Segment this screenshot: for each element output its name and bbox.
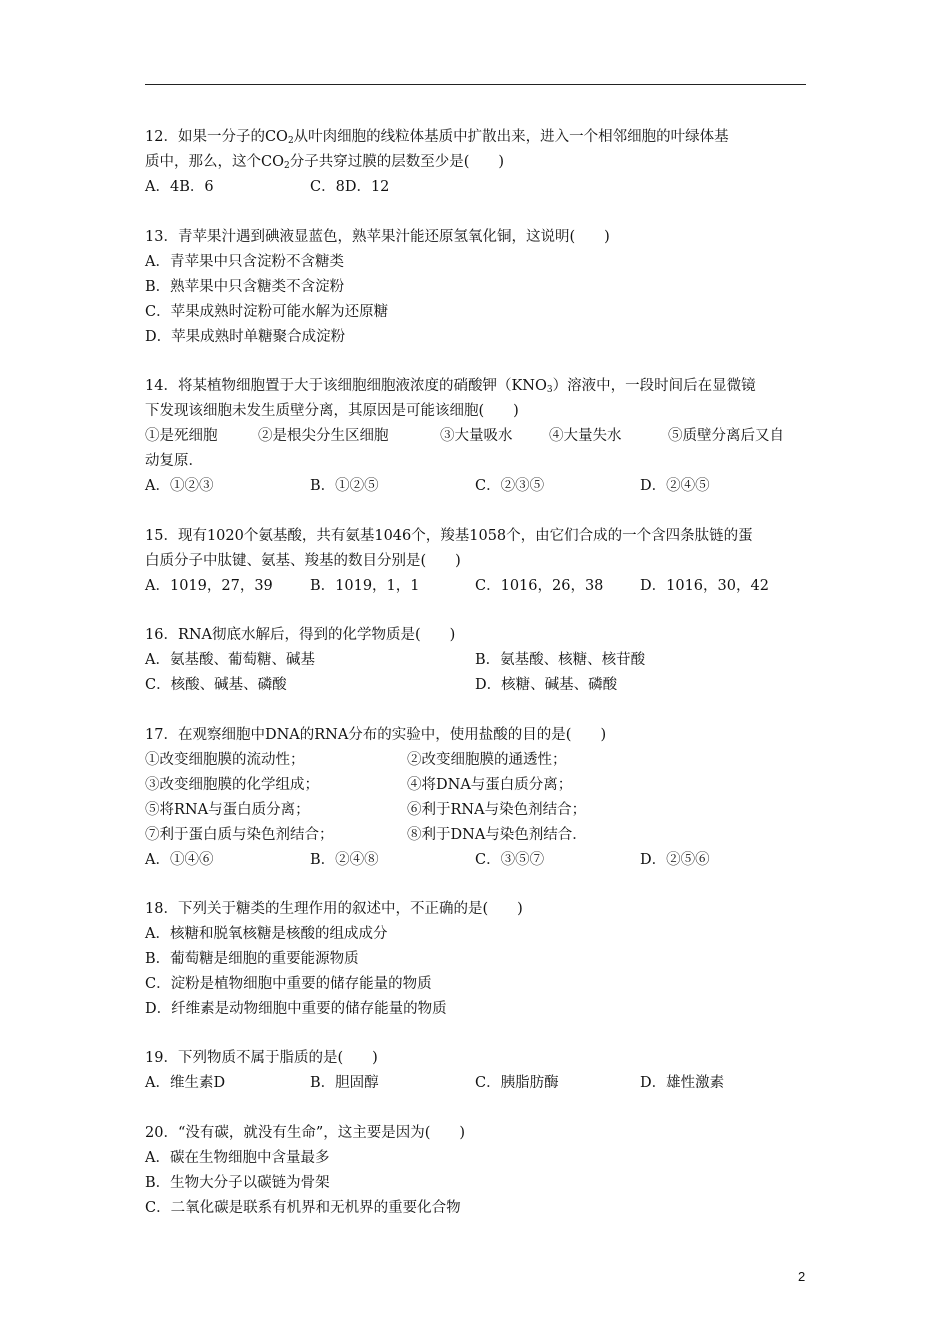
q19-option-d: D．雄性激素 bbox=[640, 1075, 725, 1091]
q14-stem-line1: 14．将某植物细胞置于大于该细胞细胞液浓度的硝酸钾$(KNO_3)$溶液中，一段时间后在显微镜 bbox=[145, 378, 756, 395]
q16-option-a: A．氨基酸、葡萄糖、碱基 bbox=[145, 652, 315, 668]
q18-option-c: C．淀粉是植物细胞中重要的储存能量的物质 bbox=[145, 976, 432, 992]
page-number: 2 bbox=[798, 1269, 806, 1284]
q18-option-b: B．葡萄糖是细胞的重要能源物质 bbox=[145, 951, 359, 967]
q18-option-d: D．纤维素是动物细胞中重要的储存能量的物质 bbox=[145, 1001, 447, 1017]
q14-statement-5-cont: 动复原． bbox=[145, 453, 203, 469]
q17-statement-6: ⑥利于RNA与染色剂结合； bbox=[407, 802, 587, 818]
q19-option-c: C．胰脂肪酶 bbox=[475, 1075, 559, 1091]
q17-option-b: B．②④⑧ bbox=[310, 852, 379, 868]
q17-statement-4: ④将DNA与蛋白质分离； bbox=[407, 777, 573, 793]
q12-option-ab: A．4B．6 bbox=[145, 179, 214, 195]
q14-option-d: D．②④⑤ bbox=[640, 478, 710, 494]
q15-option-a: A．1019，27，39 bbox=[145, 578, 273, 594]
q14-statement-1: ①是死细胞 bbox=[145, 428, 218, 444]
q20-option-b: B．生物大分子以碳链为骨架 bbox=[145, 1175, 330, 1191]
q16-stem: 16．RNA彻底水解后，得到的化学物质是( ) bbox=[145, 627, 456, 643]
q15-stem-line1: 15．现有1020个氨基酸，共有氨基1046个，羧基1058个，由它们合成的一个含四条肽链的蛋 bbox=[145, 528, 753, 544]
q14-statement-3: ③大量吸水 bbox=[440, 428, 513, 444]
q14-option-a: A．①②③ bbox=[145, 478, 214, 494]
q17-statement-3: ③改变细胞膜的化学组成； bbox=[145, 777, 319, 793]
q15-option-b: B．1019，1，1 bbox=[310, 578, 420, 594]
q14-option-b: B．①②⑤ bbox=[310, 478, 379, 494]
q15-stem-line2: 白质分子中肽键、氨基、羧基的数目分别是( ) bbox=[145, 553, 461, 569]
q15-option-d: D．1016，30，42 bbox=[640, 578, 769, 594]
q17-statement-8: ⑧利于DNA与染色剂结合． bbox=[407, 827, 587, 843]
q13-option-b: B．熟苹果中只含糖类不含淀粉 bbox=[145, 279, 345, 295]
q17-stem: 17．在观察细胞中DNA的RNA分布的实验中，使用盐酸的目的是( ) bbox=[145, 727, 607, 743]
q14-statement-2: ②是根尖分生区细胞 bbox=[258, 428, 389, 444]
q17-statement-7: ⑦利于蛋白质与染色剂结合； bbox=[145, 827, 334, 843]
q14-statement-5: ⑤质壁分离后又自 bbox=[668, 428, 784, 444]
q16-option-b: B．氨基酸、核糖、核苷酸 bbox=[475, 652, 646, 668]
q12-stem-line1: 12．如果一分子的$CO_2$从叶肉细胞的线粒体基质中扩散出来，进入一个相邻细胞的叶绿体基 bbox=[145, 129, 729, 146]
q19-stem: 19．下列物质不属于脂质的是( ) bbox=[145, 1050, 378, 1066]
q17-statement-2: ②改变细胞膜的通透性； bbox=[407, 752, 567, 768]
q17-statement-1: ①改变细胞膜的流动性； bbox=[145, 752, 305, 768]
q16-option-c: C．核酸、碱基、磷酸 bbox=[145, 677, 287, 693]
q14-option-c: C．②③⑤ bbox=[475, 478, 545, 494]
q13-stem: 13．青苹果汁遇到碘液显蓝色，熟苹果汁能还原氢氧化铜，这说明( ) bbox=[145, 229, 610, 245]
q17-statement-5: ⑤将RNA与蛋白质分离； bbox=[145, 802, 310, 818]
q14-stem-line2: 下发现该细胞未发生质壁分离，其原因是可能该细胞( ) bbox=[145, 403, 519, 419]
header-rule bbox=[145, 84, 806, 85]
q19-option-a: A．维生素D bbox=[145, 1075, 226, 1091]
q16-option-d: D．核糖、碱基、磷酸 bbox=[475, 677, 618, 693]
q12-option-cd: C．8D．12 bbox=[310, 179, 390, 195]
q14-statement-4: ④大量失水 bbox=[549, 428, 622, 444]
q13-option-c: C．苹果成熟时淀粉可能水解为还原糖 bbox=[145, 304, 389, 320]
q17-option-a: A．①④⑥ bbox=[145, 852, 214, 868]
q19-option-b: B．胆固醇 bbox=[310, 1075, 379, 1091]
q20-stem: 20．“没有碳，就没有生命”，这主要是因为( ) bbox=[145, 1125, 466, 1141]
q18-option-a: A．核糖和脱氧核糖是核酸的组成成分 bbox=[145, 926, 388, 942]
q15-option-c: C．1016，26，38 bbox=[475, 578, 604, 594]
q18-stem: 18．下列关于糖类的生理作用的叙述中，不正确的是( ) bbox=[145, 901, 523, 917]
q12-stem-line2: 质中，那么，这个$CO_2$分子共穿过膜的层数至少是( ) bbox=[145, 154, 505, 171]
q13-option-a: A．青苹果中只含淀粉不含糖类 bbox=[145, 254, 344, 270]
q20-option-a: A．碳在生物细胞中含量最多 bbox=[145, 1150, 330, 1166]
q17-option-d: D．②⑤⑥ bbox=[640, 852, 710, 868]
q17-option-c: C．③⑤⑦ bbox=[475, 852, 545, 868]
q20-option-c: C．二氧化碳是联系有机界和无机界的重要化合物 bbox=[145, 1200, 461, 1216]
q13-option-d: D．苹果成熟时单糖聚合成淀粉 bbox=[145, 329, 346, 345]
